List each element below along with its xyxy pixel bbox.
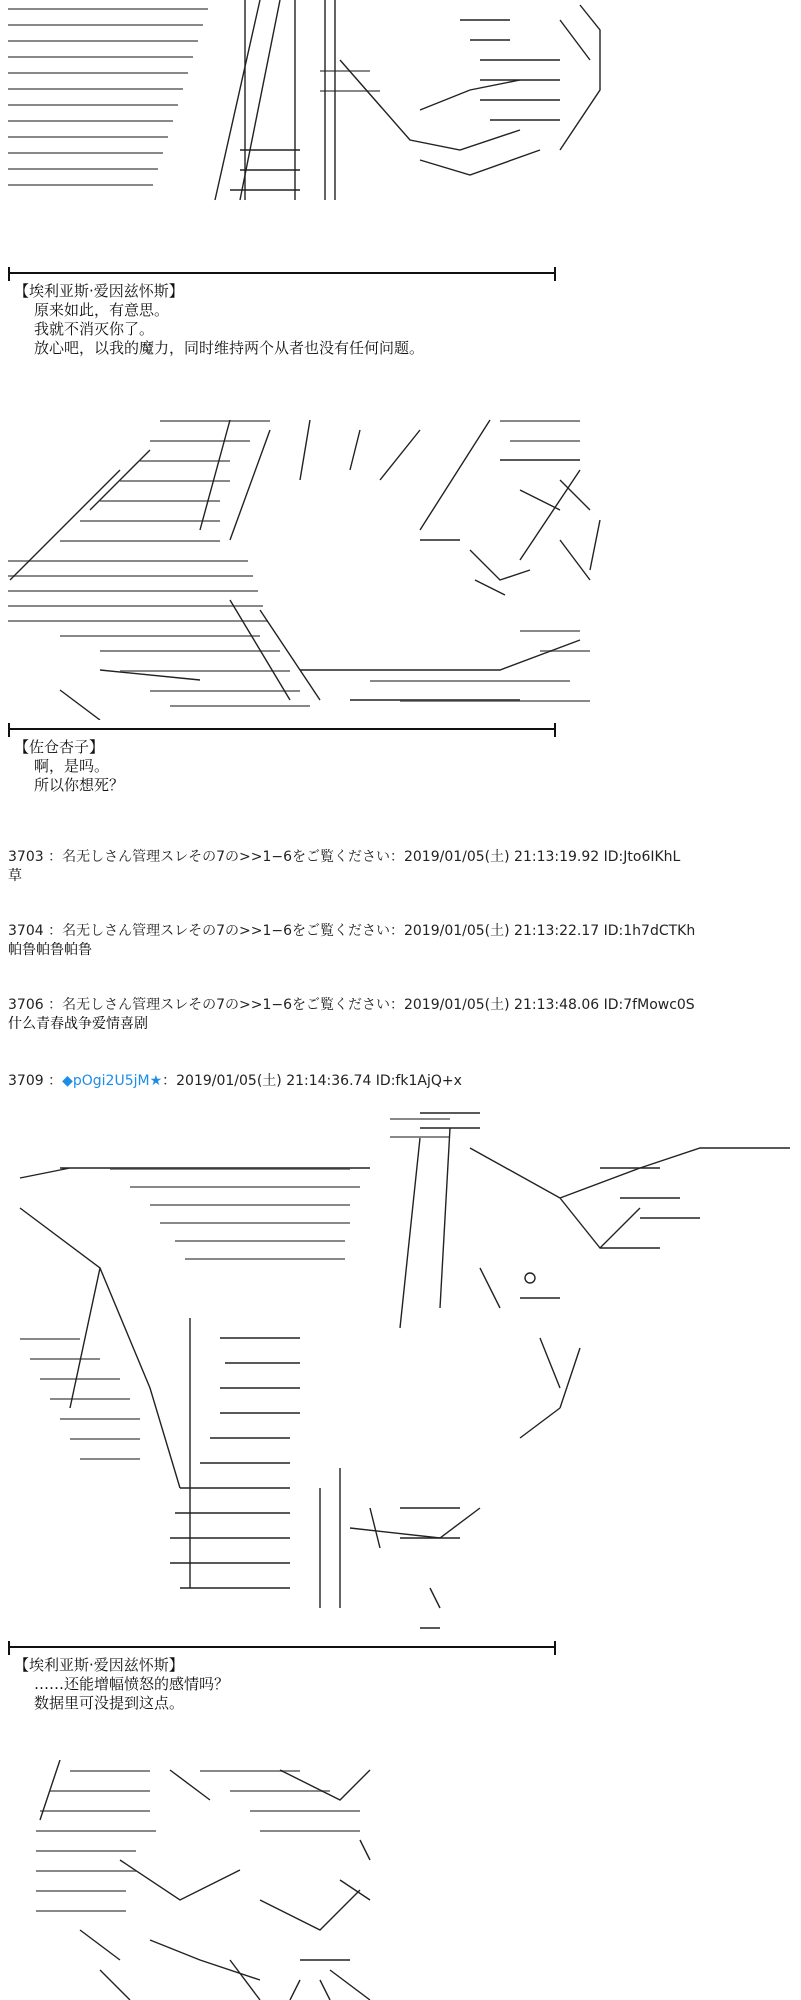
- speaker-name: 【埃利亚斯·爱因兹怀斯】: [14, 1656, 184, 1674]
- post-body: 帕鲁帕鲁帕鲁: [8, 942, 92, 958]
- tripcode-link[interactable]: ◆pOgi2U5jM: [62, 1073, 150, 1089]
- post-header: 3706 ：名无しさん管理スレその7の>>1−6をご覧ください：2019/01/05(土) 21:13:48.06 ID:7fMowc0S: [8, 997, 695, 1013]
- post-3704: [8, 922, 695, 960]
- speech-block-2: [14, 738, 125, 795]
- post-number: 3709 ：: [8, 1073, 63, 1089]
- star-icon: ★: [149, 1073, 163, 1089]
- post-header: [8, 1072, 462, 1091]
- post-header: 3704 ：名无しさん管理スレその7の>>1−6をご覧ください：2019/01/05(土) 21:13:22.17 ID:1h7dCTKh: [8, 923, 696, 939]
- speech-line: 数据里可没提到这点。: [34, 1694, 185, 1712]
- speech-line: 我就不消灭你了。: [34, 320, 155, 338]
- ascii-art-1: [0, 0, 801, 210]
- speaker-name: 【埃利亚斯·爱因兹怀斯】: [14, 282, 184, 300]
- speech-line: 所以你想死？: [34, 776, 125, 794]
- divider-rule: [8, 728, 556, 730]
- post-body: 草: [8, 868, 22, 884]
- speech-line: 放心吧，以我的魔力，同时维持两个从者也没有任何问题。: [34, 339, 425, 357]
- divider-rule: [8, 272, 556, 274]
- speech-block-3: [14, 1656, 230, 1713]
- divider-rule: [8, 1646, 556, 1648]
- post-header: 3703 ：名无しさん管理スレその7の>>1−6をご覧ください：2019/01/05(土) 21:13:19.92 ID:Jto6IKhL: [8, 849, 681, 865]
- post-3703: [8, 848, 680, 886]
- speaker-name: 【佐仓杏子】: [14, 738, 105, 756]
- post-3709: [8, 1072, 462, 1091]
- post-body: 什么青春战争爱情喜剧: [8, 1016, 148, 1032]
- speech-line: ……还能增幅愤怒的感情吗？: [34, 1675, 230, 1693]
- post-meta: ：2019/01/05(土) 21:14:36.74 ID:fk1AjQ+x: [162, 1073, 462, 1089]
- post-3706: [8, 996, 695, 1034]
- speech-line: 原来如此，有意思。: [34, 301, 170, 319]
- speech-line: 啊，是吗。: [34, 757, 110, 775]
- ascii-art-3: [0, 1108, 801, 1638]
- ascii-art-4: [0, 1760, 801, 2000]
- ascii-art-2: [0, 410, 801, 720]
- speech-block-1: [14, 282, 425, 358]
